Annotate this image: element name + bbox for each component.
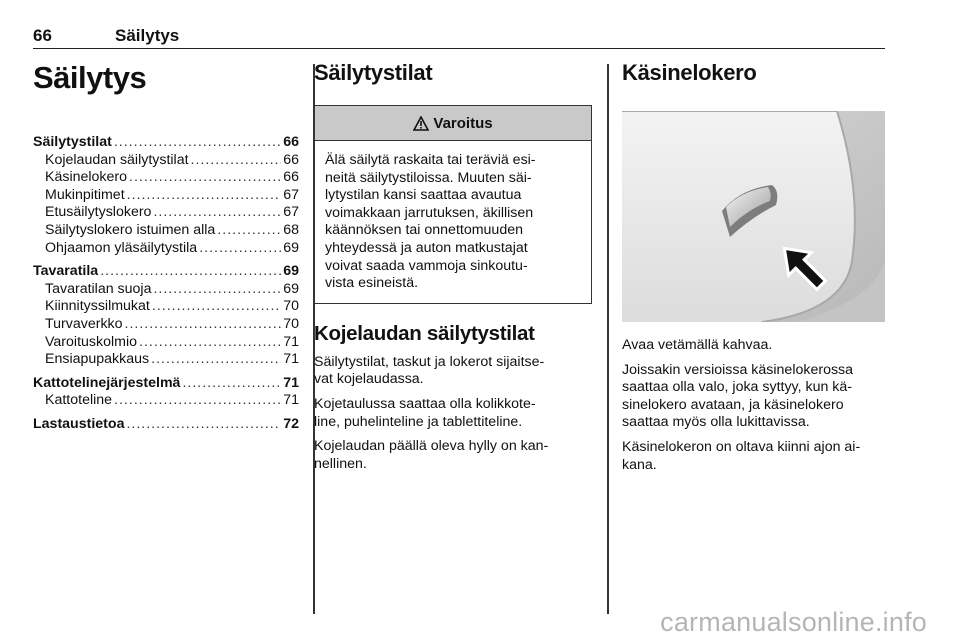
paragraph-line: Kojelaudan päällä oleva hylly on kan-	[314, 438, 549, 455]
toc-entry[interactable]	[33, 240, 299, 258]
toc-entry[interactable]	[33, 316, 299, 334]
section-title: Säilytystilat	[314, 60, 433, 85]
toc-entry-page: 66	[283, 151, 299, 168]
toc-leader-dots	[114, 134, 281, 152]
toc-leader-dots	[217, 222, 281, 240]
toc-entry-label: Etusäilytyslokero	[45, 204, 152, 221]
toc-entry-page: 67	[283, 204, 299, 221]
toc-leader-dots	[199, 240, 281, 258]
warning-line: yhteydessä ja auton matkustajat	[325, 239, 528, 256]
toc-leader-dots	[114, 392, 281, 410]
toc-entry-label: Säilytystilat	[33, 134, 112, 150]
page-running-title: Säilytys	[115, 26, 180, 45]
toc-entry[interactable]	[33, 351, 299, 369]
paragraph-line: kana.	[622, 456, 657, 473]
toc-entry[interactable]	[33, 187, 299, 205]
toc-entry-page: 68	[283, 221, 299, 238]
toc-leader-dots	[151, 351, 281, 369]
paragraph	[622, 337, 887, 355]
warning-line: vista esineistä.	[325, 275, 419, 292]
page-number: 66	[33, 26, 52, 45]
toc-entry[interactable]	[33, 334, 299, 352]
paragraph	[314, 396, 592, 431]
toc-leader-dots	[153, 281, 281, 299]
toc-entry-label: Kiinnityssilmukat	[45, 298, 150, 315]
toc-entry[interactable]	[33, 298, 299, 316]
watermark: carmanualsonline.info	[660, 607, 927, 637]
subsection-body	[314, 354, 592, 474]
glovebox-body	[622, 337, 887, 474]
paragraph	[314, 438, 592, 473]
paragraph-line: Säilytystilat, taskut ja lokerot sijaitse-	[314, 353, 545, 370]
paragraph	[622, 439, 887, 474]
toc-entry-page: 71	[283, 333, 299, 350]
toc-entry[interactable]	[33, 392, 299, 410]
toc-entry-label: Varoituskolmio	[45, 333, 137, 350]
toc-entry-label: Ohjaamon yläsäilytystila	[45, 239, 198, 256]
toc-leader-dots	[152, 298, 281, 316]
warning-line: lytystilan kansi saattaa avautua	[325, 187, 522, 204]
paragraph-line: Kojetaulussa saattaa olla kolikkote-	[314, 395, 536, 412]
toc-column	[33, 60, 299, 434]
toc-entry-page: 72	[283, 415, 299, 432]
table-of-contents	[33, 134, 299, 434]
paragraph-line: saattaa olla valo, joka syttyy, kun kä-	[622, 379, 852, 396]
paragraph-line: vat kojelaudassa.	[314, 371, 424, 388]
toc-entry[interactable]	[33, 204, 299, 222]
toc-entry-label: Lastaustietoa	[33, 415, 125, 432]
glovebox-column	[622, 60, 887, 481]
toc-entry[interactable]	[33, 263, 299, 281]
toc-entry[interactable]	[33, 134, 299, 152]
toc-entry-label: Käsinelokero	[45, 169, 128, 186]
toc-entry-label: Mukinpitimet	[45, 186, 125, 203]
toc-entry[interactable]	[33, 169, 299, 187]
toc-entry-page: 69	[283, 239, 299, 256]
toc-leader-dots	[129, 169, 281, 187]
toc-entry[interactable]	[33, 281, 299, 299]
toc-entry-label: Tavaratila	[33, 263, 99, 280]
toc-leader-dots	[153, 204, 281, 222]
paragraph	[622, 362, 887, 432]
paragraph-line: sinelokero avataan, ja käsinelokero	[622, 396, 844, 413]
toc-entry-page: 71	[283, 374, 299, 391]
subsection-title: Kojelaudan säilytystilat	[314, 321, 535, 345]
paragraph	[314, 354, 592, 389]
toc-entry-label: Kattoteline	[45, 392, 113, 409]
paragraph-line: nellinen.	[314, 455, 367, 472]
warning-heading: Varoitus	[433, 114, 493, 132]
warning-text	[315, 141, 591, 303]
toc-entry-label: Säilytyslokero istuimen alla	[45, 221, 216, 238]
toc-entry-page: 71	[283, 392, 299, 409]
page-header	[33, 26, 885, 49]
toc-entry-page: 67	[283, 186, 299, 203]
warning-line: neitä säilytystiloissa. Muuten säi-	[325, 169, 532, 186]
toc-entry-label: Tavaratilan suoja	[45, 280, 152, 297]
chapter-title: Säilytys	[33, 60, 147, 95]
toc-entry-page: 69	[283, 280, 299, 297]
column-divider	[607, 64, 609, 614]
warning-line: käännöksen tai onnettomuuden	[325, 222, 523, 239]
toc-entry[interactable]	[33, 222, 299, 240]
paragraph-line: line, puhelinteline ja tablettiteline.	[314, 413, 523, 430]
warning-line: Älä säilytä raskaita tai teräviä esi-	[325, 152, 536, 168]
toc-entry-page: 70	[283, 298, 299, 315]
warning-header	[315, 106, 591, 141]
toc-entry-label: Kojelaudan säilytystilat	[45, 151, 189, 168]
toc-entry[interactable]	[33, 152, 299, 170]
toc-entry[interactable]	[33, 416, 299, 434]
warning-line: voimakkaan jarrutuksen, äkillisen	[325, 204, 534, 221]
toc-leader-dots	[127, 187, 282, 205]
toc-entry-page: 71	[283, 351, 299, 368]
toc-entry-label: Ensiapupakkaus	[45, 351, 150, 368]
glovebox-photo	[622, 111, 885, 322]
section-title: Käsinelokero	[622, 60, 757, 85]
warning-box	[314, 105, 592, 304]
paragraph-line: Joissakin versioissa käsinelokerossa	[622, 361, 854, 378]
toc-leader-dots	[191, 152, 282, 170]
toc-entry-page: 66	[283, 169, 299, 186]
toc-entry-page: 69	[283, 263, 299, 280]
toc-entry[interactable]	[33, 375, 299, 393]
toc-leader-dots	[126, 416, 281, 434]
toc-entry-page: 66	[283, 134, 299, 150]
toc-entry-label: Kattotelinejärjestelmä	[33, 374, 181, 391]
paragraph-line: saattaa myös olla lukittavissa.	[622, 414, 810, 431]
toc-leader-dots	[125, 316, 282, 334]
warning-triangle-icon	[413, 116, 429, 131]
paragraph-line: Käsinelokeron on oltava kiinni ajon ai-	[622, 438, 861, 455]
storage-column	[314, 60, 592, 480]
toc-leader-dots	[139, 334, 281, 352]
toc-entry-label: Turvaverkko	[45, 315, 123, 332]
warning-line: voivat saada vammoja sinkoutu-	[325, 257, 528, 274]
paragraph-line: Avaa vetämällä kahvaa.	[622, 337, 773, 353]
toc-leader-dots	[182, 375, 281, 393]
toc-entry-page: 70	[283, 315, 299, 332]
toc-leader-dots	[100, 263, 281, 281]
